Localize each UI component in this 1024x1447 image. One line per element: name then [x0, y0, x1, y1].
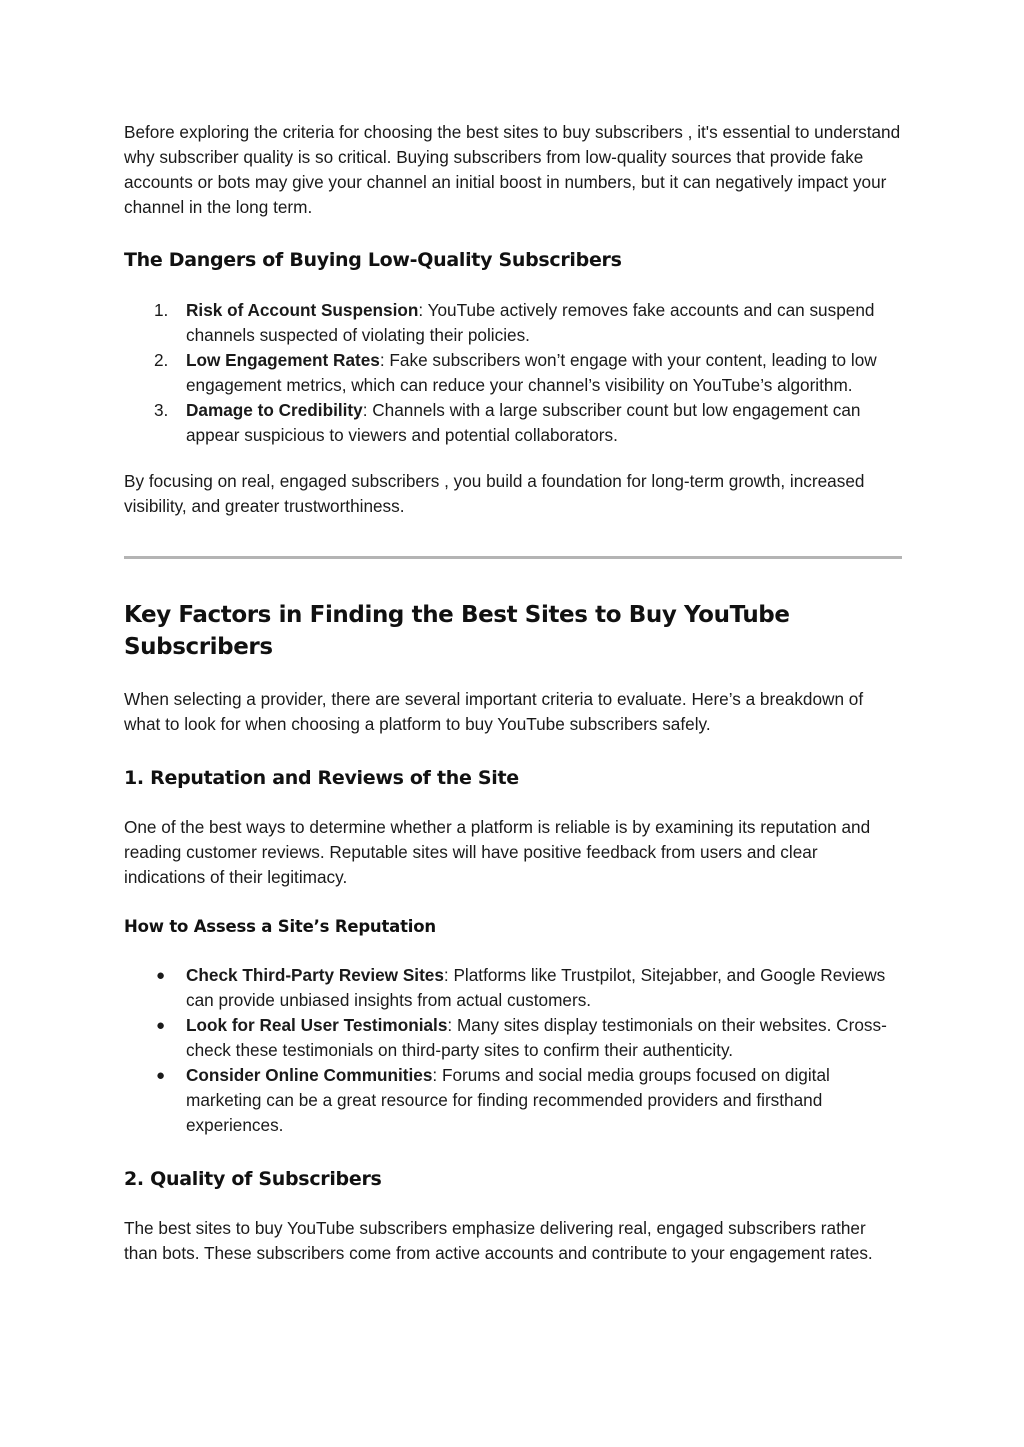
key-factors-heading: Key Factors in Finding the Best Sites to Buy YouTube Subscribers	[124, 602, 790, 660]
assess-reputation-heading: How to Assess a Site’s Reputation	[124, 917, 436, 936]
list-item-title: Risk of Account Suspension	[186, 300, 419, 320]
bullet-icon: ●	[156, 1017, 166, 1034]
reputation-heading: 1. Reputation and Reviews of the Site	[124, 767, 519, 789]
list-item-title: Low Engagement Rates	[186, 350, 380, 370]
list-item	[124, 1013, 902, 1063]
list-item-text: : YouTube actively removes fake accounts and can suspend channels suspected of violating their policies.	[186, 300, 875, 345]
bullet-icon: ●	[156, 1067, 166, 1084]
dangers-heading: The Dangers of Buying Low-Quality Subscribers	[124, 249, 622, 271]
list-number: 3.	[154, 400, 169, 420]
reputation-bullet-list	[124, 963, 902, 1138]
list-item-text: : Many sites display testimonials on their websites. Cross-check these testimonials on third-party sites to confirm their authenticity.	[186, 1015, 887, 1060]
list-item-title: Damage to Credibility	[186, 400, 363, 420]
list-item-title: Consider Online Communities	[186, 1065, 433, 1085]
list-item-text: : Fake subscribers won’t engage with your content, leading to low engagement metrics, which can reduce your channel’s visibility on YouTube’s algorithm.	[186, 350, 877, 395]
horizontal-divider	[124, 556, 902, 559]
list-item-text: : Forums and social media groups focused on digital marketing can be a great resource for finding recommended providers and firsthand experiences.	[186, 1065, 830, 1135]
list-number: 1.	[154, 300, 169, 320]
list-item	[124, 298, 902, 348]
list-number: 2.	[154, 350, 169, 370]
list-item-title: Check Third-Party Review Sites	[186, 965, 444, 985]
list-item-title: Look for Real User Testimonials	[186, 1015, 448, 1035]
key-factors-intro: When selecting a provider, there are several important criteria to evaluate. Here’s a breakdown of what to look for when choosing a platform to buy YouTube subscribers safely.	[124, 689, 864, 734]
bullet-icon: ●	[156, 967, 166, 984]
quality-paragraph: The best sites to buy YouTube subscribers emphasize delivering real, engaged subscribers rather than bots. These subscribers come from active accounts and contribute to your engagement rates.	[124, 1218, 873, 1263]
dangers-closing-paragraph: By focusing on real, engaged subscribers , you build a foundation for long-term growth, increased visibility, and greater trustworthiness.	[124, 471, 865, 516]
list-item-text: : Platforms like Trustpilot, Sitejabber, and Google Reviews can provide unbiased insights from actual customers.	[186, 965, 886, 1010]
quality-heading: 2. Quality of Subscribers	[124, 1168, 382, 1190]
dangers-list	[124, 298, 902, 448]
reputation-paragraph: One of the best ways to determine whether a platform is reliable is by examining its reputation and reading customer reviews. Reputable sites will have positive feedback from users and clear indications of their legitimacy.	[124, 817, 871, 887]
intro-paragraph: Before exploring the criteria for choosing the best sites to buy subscribers , it's essential to understand why subscriber quality is so critical. Buying subscribers from low-quality sources that provide fake accounts or bots may give your channel an initial boost in numbers, but it can negatively impact your channel in the long term.	[124, 122, 901, 217]
list-item	[124, 348, 902, 398]
list-item-text: : Channels with a large subscriber count but low engagement can appear suspicious to viewers and potential collaborators.	[186, 400, 861, 445]
list-item	[124, 398, 902, 448]
list-item	[124, 963, 902, 1013]
list-item	[124, 1063, 902, 1138]
document-page	[124, 120, 902, 1266]
